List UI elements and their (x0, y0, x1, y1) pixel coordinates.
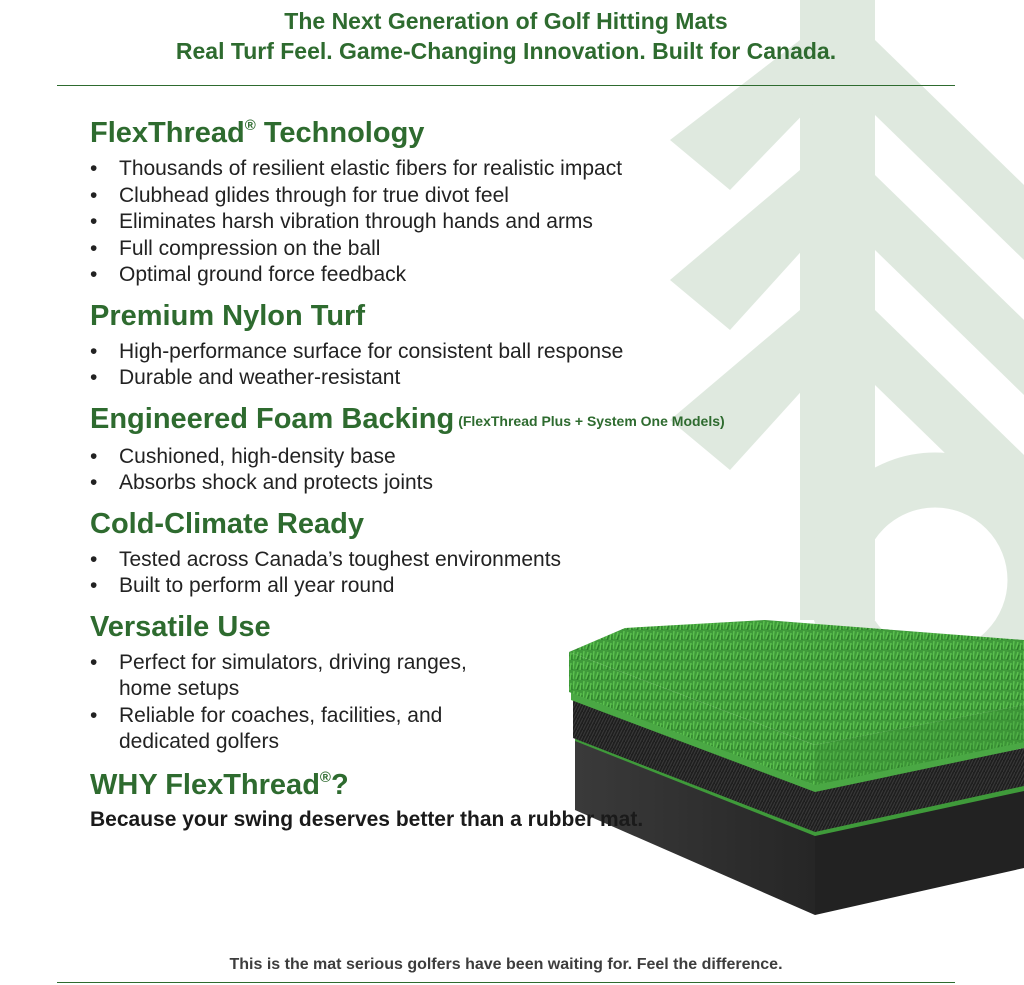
registered-mark: ® (319, 768, 331, 786)
header (0, 6, 1012, 66)
list-item: • Thousands of resilient elastic fibers for realistic impact (90, 156, 850, 183)
section-title: FlexThread® Technology (90, 117, 425, 149)
list-item: • Built to perform all year round (90, 573, 850, 600)
list-item: • Perfect for simulators, driving ranges, home setups (90, 650, 467, 700)
list-item: • Durable and weather-resistant (90, 365, 850, 392)
section-engineered-foam-backing (90, 402, 850, 497)
feature-list (90, 116, 850, 832)
why-title: WHY FlexThread®? (90, 768, 349, 801)
list-item: • Full compression on the ball (90, 236, 850, 263)
header-headline: The Next Generation of Golf Hitting Mats (284, 8, 728, 34)
header-divider (57, 85, 955, 86)
bullet-icon: • (90, 210, 98, 233)
section-title: Engineered Foam Backing (FlexThread Plus + System One Models) (90, 402, 725, 435)
list-item: • Tested across Canada’s toughest environments (90, 547, 850, 574)
list-item: • Optimal ground force feedback (90, 262, 850, 289)
header-tagline: Real Turf Feel. Game-Changing Innovation. Built for Canada. (175, 38, 837, 64)
section-cold-climate-ready (90, 507, 850, 600)
bullet-icon: • (90, 366, 98, 389)
section-premium-nylon-turf (90, 299, 850, 392)
list-item: • Absorbs shock and protects joints (90, 470, 850, 497)
registered-mark: ® (244, 117, 256, 134)
bullet-icon: • (90, 444, 98, 468)
footer-divider (57, 982, 955, 983)
bullet-icon: • (90, 471, 98, 494)
bullet-icon: • (90, 263, 98, 286)
section-note: (FlexThread Plus + System One Models) (458, 412, 725, 429)
section-title: Premium Nylon Turf (90, 299, 365, 332)
bullet-icon: • (90, 339, 98, 363)
section-title: Versatile Use (90, 610, 271, 643)
bullet-icon: • (90, 183, 98, 207)
list-item: • Clubhead glides through for true divot feel (90, 183, 850, 210)
footer-tagline: This is the mat serious golfers have been waiting for. Feel the difference. (229, 956, 783, 973)
list-item: • Eliminates harsh vibration through hands and arms (90, 209, 850, 236)
section-versatile-use (90, 610, 850, 756)
bullet-icon: • (90, 157, 98, 180)
list-item: • Reliable for coaches, facilities, and dedicated golfers (90, 703, 443, 753)
bullet-icon: • (90, 236, 98, 260)
section-flexthread-technology (90, 116, 850, 289)
bullet-list (90, 444, 850, 497)
list-item: • High-performance surface for consistent ball response (90, 339, 850, 366)
bullet-list (90, 156, 850, 289)
bullet-icon: • (90, 650, 98, 674)
bullet-list (90, 547, 850, 600)
bullet-icon: • (90, 703, 98, 727)
bullet-icon: • (90, 574, 98, 597)
bullet-list (90, 650, 850, 756)
bullet-icon: • (90, 547, 98, 571)
section-title: Cold-Climate Ready (90, 507, 364, 540)
bullet-list (90, 339, 850, 392)
list-item: • Cushioned, high-density base (90, 444, 850, 471)
why-subtitle: Because your swing deserves better than a rubber mat. (90, 807, 644, 831)
